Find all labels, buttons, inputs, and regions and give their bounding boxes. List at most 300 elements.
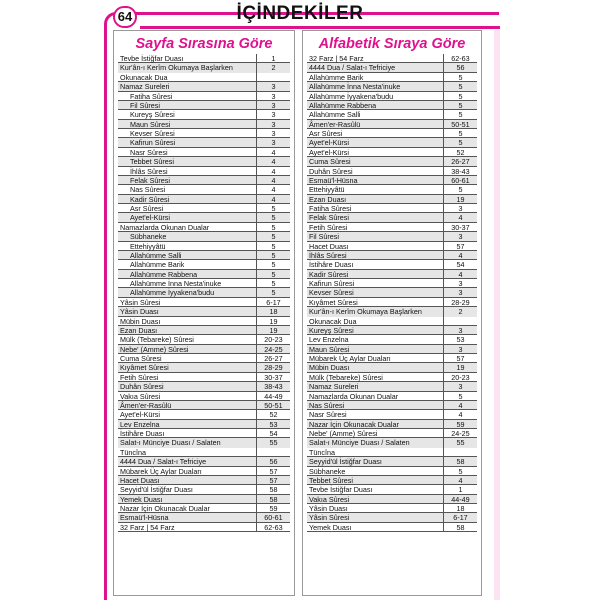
toc-entry-page: 50-51 bbox=[443, 120, 477, 128]
toc-row bbox=[118, 317, 290, 326]
toc-row bbox=[307, 260, 477, 269]
toc-entry-page: 3 bbox=[443, 288, 477, 296]
toc-entry-label: Seyyid'ül İstiğfar Duası bbox=[309, 457, 382, 467]
toc-entry-page: 4 bbox=[256, 195, 290, 203]
toc-entry-label: Yâsin Sûresi bbox=[309, 513, 350, 523]
toc-row bbox=[307, 63, 477, 72]
toc-row bbox=[307, 54, 477, 63]
toc-row bbox=[307, 242, 477, 251]
toc-entry-page: 18 bbox=[256, 307, 290, 315]
toc-entry-label: Vakıa Sûresi bbox=[309, 494, 350, 504]
toc-entry-label: Nas Sûresi bbox=[130, 185, 166, 195]
toc-entry-page: 5 bbox=[443, 92, 477, 100]
toc-entry-page: 3 bbox=[256, 129, 290, 137]
toc-entry-page: 3 bbox=[256, 82, 290, 90]
toc-entry-page: 5 bbox=[443, 467, 477, 475]
toc-row bbox=[307, 204, 477, 213]
toc-row bbox=[307, 73, 477, 82]
toc-entry-label: Duhân Sûresi bbox=[309, 166, 353, 176]
toc-entry-label: İstihâre Duası bbox=[120, 429, 165, 438]
toc-entry-label: Maun Sûresi bbox=[130, 119, 171, 129]
toc-entry-page: 57 bbox=[256, 467, 290, 475]
toc-row bbox=[307, 429, 477, 438]
toc-entry-label: Felak Sûresi bbox=[130, 175, 170, 185]
toc-entry-page: 19 bbox=[443, 363, 477, 371]
toc-row bbox=[307, 467, 477, 476]
toc-row bbox=[307, 345, 477, 354]
page-number: 64 bbox=[113, 6, 137, 28]
page-title: İÇİNDEKİLER bbox=[236, 3, 364, 24]
toc-row bbox=[307, 251, 477, 260]
toc-entry-page: 28-29 bbox=[256, 363, 290, 371]
toc-row bbox=[118, 148, 290, 157]
toc-row bbox=[118, 260, 290, 269]
toc-entry-page: 5 bbox=[256, 204, 290, 212]
toc-entry-label: 32 Farz | 54 Farz bbox=[120, 522, 175, 532]
toc-row bbox=[307, 438, 477, 447]
toc-row bbox=[307, 185, 477, 194]
toc-entry-page: 58 bbox=[256, 485, 290, 493]
toc-entry-label: Hacet Duası bbox=[120, 475, 160, 485]
toc-entry-page: 54 bbox=[443, 260, 477, 268]
toc-entry-page: 59 bbox=[256, 504, 290, 512]
toc-entry-page bbox=[443, 317, 477, 325]
toc-entry-page: 5 bbox=[256, 213, 290, 221]
toc-entry-label: Fetih Sûresi bbox=[309, 222, 348, 232]
toc-entry-label: Ayet'el-Kürsi bbox=[120, 410, 160, 420]
toc-entry-page: 24-25 bbox=[256, 345, 290, 353]
toc-entry-label: Ettehiyyâtü bbox=[309, 185, 345, 195]
toc-row bbox=[118, 138, 290, 147]
toc-row bbox=[307, 317, 477, 326]
toc-row bbox=[118, 204, 290, 213]
toc-entry-label: Fatiha Sûresi bbox=[309, 204, 352, 213]
toc-entry-label: Âmen'er-Rasûlü bbox=[120, 400, 172, 410]
toc-entry-page: 19 bbox=[256, 317, 290, 325]
alphabetical-list bbox=[307, 54, 477, 532]
toc-entry-page: 5 bbox=[256, 288, 290, 296]
toc-entry-label: Mübarek Üç Aylar Duaları bbox=[309, 354, 391, 363]
page-order-panel bbox=[113, 30, 295, 596]
toc-row bbox=[118, 420, 290, 429]
toc-entry-label: Kevser Sûresi bbox=[309, 288, 354, 298]
toc-entry-page: 5 bbox=[443, 138, 477, 146]
toc-entry-label: Nazar İçin Okunacak Dualar bbox=[309, 419, 399, 429]
toc-entry-page: 6-17 bbox=[443, 513, 477, 521]
toc-entry-page: 57 bbox=[443, 354, 477, 362]
toc-entry-page: 4 bbox=[256, 167, 290, 175]
toc-row bbox=[307, 270, 477, 279]
toc-entry-label: Fatiha Sûresi bbox=[130, 91, 173, 101]
toc-entry-page: 5 bbox=[256, 232, 290, 240]
toc-entry-page: 5 bbox=[443, 110, 477, 118]
toc-entry-label: Nasr Sûresi bbox=[130, 147, 168, 157]
toc-row bbox=[118, 213, 290, 222]
toc-entry-label: Yemek Duası bbox=[120, 494, 163, 504]
toc-row bbox=[307, 495, 477, 504]
toc-entry-page: 28-29 bbox=[443, 298, 477, 306]
toc-entry-label: 4444 Dua / Salat-ı Tefriciye bbox=[309, 63, 396, 73]
toc-entry-page bbox=[256, 73, 290, 81]
toc-entry-page: 20-23 bbox=[256, 335, 290, 343]
toc-entry-label: Salat-ı Münciye Duası / Salaten bbox=[309, 438, 410, 448]
toc-entry-page: 19 bbox=[443, 195, 477, 203]
toc-entry-page: 38-43 bbox=[256, 382, 290, 390]
toc-entry-label: Esmaü'l-Hüsna bbox=[120, 513, 169, 523]
toc-entry-page: 3 bbox=[256, 110, 290, 118]
toc-entry-label: Hacet Duası bbox=[309, 241, 349, 251]
toc-entry-page: 56 bbox=[443, 63, 477, 71]
toc-entry-label: Fil Sûresi bbox=[130, 100, 160, 110]
toc-entry-page: 3 bbox=[443, 279, 477, 287]
toc-row bbox=[307, 354, 477, 363]
toc-entry-label: Sübhaneke bbox=[309, 466, 346, 476]
toc-row bbox=[118, 232, 290, 241]
toc-entry-label: Kureyş Sûresi bbox=[130, 110, 175, 120]
toc-row bbox=[307, 129, 477, 138]
toc-entry-page: 5 bbox=[443, 101, 477, 109]
toc-entry-label: Mübin Duası bbox=[309, 363, 350, 373]
toc-row bbox=[118, 429, 290, 438]
toc-entry-page: 52 bbox=[256, 410, 290, 418]
toc-entry-label: İhlâs Sûresi bbox=[309, 250, 347, 260]
toc-row bbox=[118, 298, 290, 307]
toc-row bbox=[118, 195, 290, 204]
toc-entry-page: 5 bbox=[256, 270, 290, 278]
toc-row bbox=[118, 513, 290, 522]
toc-entry-page: 3 bbox=[443, 382, 477, 390]
toc-entry-label: Tevbe İstiğfar Duası bbox=[309, 485, 373, 495]
toc-row bbox=[118, 363, 290, 372]
toc-row bbox=[118, 485, 290, 494]
toc-entry-label: Cuma Sûresi bbox=[120, 354, 162, 363]
toc-row bbox=[307, 392, 477, 401]
toc-entry-page: 60-61 bbox=[443, 176, 477, 184]
toc-entry-page: 26-27 bbox=[256, 354, 290, 362]
alphabetical-panel bbox=[302, 30, 482, 596]
toc-entry-page: 38-43 bbox=[443, 167, 477, 175]
toc-row bbox=[307, 110, 477, 119]
toc-row bbox=[307, 298, 477, 307]
toc-entry-label: Nas Sûresi bbox=[309, 400, 345, 410]
toc-entry-page: 59 bbox=[443, 420, 477, 428]
toc-entry-label: Vakıa Sûresi bbox=[120, 391, 161, 401]
toc-row bbox=[307, 420, 477, 429]
toc-entry-label: Ayet'el-Kürsi bbox=[309, 147, 349, 157]
toc-row bbox=[118, 251, 290, 260]
toc-entry-label: 4444 Dua / Salat-ı Tefriciye bbox=[120, 457, 207, 467]
toc-entry-page: 2 bbox=[443, 307, 477, 316]
toc-row bbox=[118, 438, 290, 447]
toc-entry-page: 62-63 bbox=[443, 54, 477, 62]
toc-entry-page: 4 bbox=[256, 176, 290, 184]
toc-row bbox=[307, 307, 477, 316]
toc-row bbox=[307, 401, 477, 410]
toc-entry-page: 19 bbox=[256, 326, 290, 334]
toc-row bbox=[307, 138, 477, 147]
toc-row bbox=[118, 73, 290, 82]
toc-entry-page: 4 bbox=[443, 476, 477, 484]
toc-entry-label: Seyyid'ül İstiğfar Duası bbox=[120, 485, 193, 495]
toc-entry-page: 56 bbox=[256, 457, 290, 465]
toc-row bbox=[307, 120, 477, 129]
toc-entry-page: 6-17 bbox=[256, 298, 290, 306]
toc-entry-page: 26-27 bbox=[443, 157, 477, 165]
toc-entry-page: 5 bbox=[256, 251, 290, 259]
toc-entry-label: Tevbe İstiğfar Duası bbox=[120, 54, 184, 63]
toc-entry-label: Allahümme Rabbena bbox=[130, 269, 198, 279]
toc-entry-label: Nazar İçin Okunacak Dualar bbox=[120, 504, 210, 513]
toc-entry-page: 3 bbox=[256, 138, 290, 146]
toc-entry-page: 30-37 bbox=[256, 373, 290, 381]
toc-entry-label: Yemek Duası bbox=[309, 522, 352, 532]
toc-entry-page: 52 bbox=[443, 148, 477, 156]
toc-entry-page: 5 bbox=[256, 279, 290, 287]
toc-row bbox=[118, 307, 290, 316]
toc-row bbox=[307, 363, 477, 372]
toc-row bbox=[307, 148, 477, 157]
toc-row bbox=[307, 213, 477, 222]
toc-entry-page: 5 bbox=[256, 223, 290, 231]
toc-entry-page: 4 bbox=[443, 251, 477, 259]
toc-entry-label: Ezan Duası bbox=[120, 325, 158, 335]
toc-entry-label: Okunacak Dua bbox=[309, 316, 357, 326]
toc-row bbox=[118, 110, 290, 119]
toc-entry-page: 55 bbox=[443, 438, 477, 447]
toc-row bbox=[118, 392, 290, 401]
toc-entry-label: Allahümme Salli bbox=[309, 110, 361, 120]
toc-entry-page: 1 bbox=[256, 54, 290, 62]
toc-entry-label: Esmaü'l-Hüsna bbox=[309, 175, 358, 185]
toc-entry-page: 54 bbox=[256, 429, 290, 437]
page-order-heading: Sayfa Sırasına Göre bbox=[135, 36, 273, 52]
toc-entry-label: Fil Sûresi bbox=[309, 232, 339, 242]
toc-row bbox=[118, 335, 290, 344]
toc-entry-page: 4 bbox=[256, 148, 290, 156]
toc-entry-label: Mübin Duası bbox=[120, 316, 161, 326]
toc-row bbox=[307, 485, 477, 494]
toc-entry-label: Cuma Sûresi bbox=[309, 157, 351, 167]
toc-entry-label: Asr Sûresi bbox=[309, 129, 343, 138]
toc-entry-label: Kur'ân-ı Kerîm Okumaya Başlarken bbox=[309, 307, 422, 317]
toc-row bbox=[307, 382, 477, 391]
toc-entry-label: Allahümme İnna Nesta'inuke bbox=[309, 82, 401, 92]
toc-entry-label: Mülk (Tebareke) Sûresi bbox=[309, 372, 383, 382]
toc-row bbox=[118, 326, 290, 335]
toc-row bbox=[118, 467, 290, 476]
toc-row bbox=[307, 157, 477, 166]
toc-row bbox=[118, 185, 290, 194]
toc-entry-page: 5 bbox=[443, 82, 477, 90]
toc-row bbox=[307, 176, 477, 185]
toc-entry-label: Namaz Sureleri bbox=[120, 82, 170, 92]
toc-entry-label: Nebe' (Amme) Sûresi bbox=[309, 429, 378, 438]
toc-entry-label: Fetih Sûresi bbox=[120, 372, 159, 382]
toc-entry-label: Felak Sûresi bbox=[309, 213, 349, 223]
toc-entry-page: 53 bbox=[256, 420, 290, 428]
toc-row bbox=[118, 523, 290, 532]
toc-entry-label: Namazlarda Okunan Dualar bbox=[120, 222, 210, 232]
toc-entry-label: Kadir Sûresi bbox=[130, 194, 170, 204]
toc-entry-page: 5 bbox=[443, 73, 477, 81]
toc-row bbox=[118, 495, 290, 504]
toc-entry-label: Tüncîna bbox=[309, 447, 335, 457]
toc-entry-page: 4 bbox=[443, 410, 477, 418]
toc-entry-label: Sübhaneke bbox=[130, 232, 167, 242]
toc-row bbox=[118, 279, 290, 288]
toc-row bbox=[118, 82, 290, 91]
toc-row bbox=[118, 270, 290, 279]
toc-entry-page: 3 bbox=[256, 92, 290, 100]
toc-row bbox=[118, 101, 290, 110]
toc-row bbox=[118, 448, 290, 457]
toc-row bbox=[118, 457, 290, 466]
toc-entry-page: 30-37 bbox=[443, 223, 477, 231]
toc-entry-label: Kadir Sûresi bbox=[309, 269, 349, 279]
toc-row bbox=[118, 288, 290, 297]
toc-entry-label: Lev Enzelna bbox=[120, 419, 160, 429]
toc-entry-label: Namazlarda Okunan Dualar bbox=[309, 391, 399, 401]
toc-entry-page: 3 bbox=[256, 120, 290, 128]
toc-entry-page: 60-61 bbox=[256, 513, 290, 521]
toc-row bbox=[307, 92, 477, 101]
toc-entry-label: Tebbet Sûresi bbox=[130, 157, 174, 167]
toc-row bbox=[118, 410, 290, 419]
toc-entry-page: 5 bbox=[443, 185, 477, 193]
toc-row bbox=[118, 476, 290, 485]
toc-row bbox=[118, 63, 290, 72]
toc-entry-page bbox=[443, 448, 477, 456]
toc-row bbox=[307, 232, 477, 241]
toc-entry-label: Ayet'el-Kürsi bbox=[130, 213, 170, 223]
toc-entry-label: Allahümme Barik bbox=[309, 72, 364, 82]
toc-entry-label: Tebbet Sûresi bbox=[309, 475, 353, 485]
toc-entry-label: Kafirun Sûresi bbox=[130, 138, 176, 148]
toc-row bbox=[307, 288, 477, 297]
toc-entry-label: Allahümme Salli bbox=[130, 250, 182, 260]
toc-entry-label: Nasr Sûresi bbox=[309, 410, 347, 420]
toc-row bbox=[307, 457, 477, 466]
toc-row bbox=[307, 279, 477, 288]
toc-row bbox=[307, 373, 477, 382]
toc-row bbox=[118, 354, 290, 363]
toc-row bbox=[118, 167, 290, 176]
toc-row bbox=[118, 504, 290, 513]
toc-row bbox=[118, 176, 290, 185]
toc-row bbox=[118, 382, 290, 391]
toc-row bbox=[118, 92, 290, 101]
toc-entry-page: 50-51 bbox=[256, 401, 290, 409]
toc-entry-label: Namaz Sureleri bbox=[309, 382, 359, 392]
toc-entry-label: Allahümme İyyakena'budu bbox=[309, 91, 394, 101]
toc-entry-label: Yâsin Duası bbox=[120, 307, 159, 317]
toc-entry-page: 58 bbox=[256, 495, 290, 503]
toc-entry-label: Tüncîna bbox=[120, 447, 146, 457]
toc-entry-page: 3 bbox=[443, 204, 477, 212]
toc-row bbox=[307, 504, 477, 513]
toc-entry-page: 3 bbox=[443, 232, 477, 240]
toc-entry-page: 4 bbox=[443, 213, 477, 221]
toc-entry-page bbox=[256, 448, 290, 456]
toc-entry-label: Salat-ı Münciye Duası / Salaten bbox=[120, 438, 221, 448]
side-strip bbox=[494, 30, 500, 600]
toc-entry-page: 1 bbox=[443, 485, 477, 493]
toc-row bbox=[118, 373, 290, 382]
toc-entry-page: 58 bbox=[443, 457, 477, 465]
toc-entry-page: 4 bbox=[256, 185, 290, 193]
alphabetical-heading: Alfabetik Sıraya Göre bbox=[318, 36, 466, 52]
toc-row bbox=[118, 129, 290, 138]
toc-row bbox=[307, 513, 477, 522]
toc-entry-label: Yâsin Sûresi bbox=[120, 297, 161, 307]
toc-entry-label: Kevser Sûresi bbox=[130, 129, 175, 138]
toc-entry-page: 58 bbox=[443, 523, 477, 531]
toc-entry-page: 3 bbox=[443, 345, 477, 353]
toc-row bbox=[307, 335, 477, 344]
toc-entry-label: 32 Farz | 54 Farz bbox=[309, 54, 364, 63]
toc-entry-page: 3 bbox=[256, 101, 290, 109]
toc-entry-label: Ayet'el-Kürsi bbox=[309, 138, 349, 148]
toc-entry-label: Mübarek Üç Aylar Duaları bbox=[120, 466, 202, 476]
toc-entry-page: 55 bbox=[256, 438, 290, 447]
toc-row bbox=[118, 242, 290, 251]
toc-entry-label: Kureyş Sûresi bbox=[309, 325, 354, 335]
toc-entry-page: 44-49 bbox=[256, 392, 290, 400]
toc-row bbox=[307, 82, 477, 91]
toc-entry-label: Ettehiyyâtü bbox=[130, 241, 166, 251]
toc-entry-page: 5 bbox=[443, 392, 477, 400]
toc-row bbox=[307, 326, 477, 335]
toc-row bbox=[118, 401, 290, 410]
toc-row bbox=[118, 157, 290, 166]
toc-entry-page: 4 bbox=[443, 270, 477, 278]
toc-entry-label: Allahümme İyyakena'budu bbox=[130, 288, 215, 298]
toc-entry-page: 24-25 bbox=[443, 429, 477, 437]
toc-row bbox=[118, 54, 290, 63]
toc-entry-page: 44-49 bbox=[443, 495, 477, 503]
toc-entry-label: Kur'ân-ı Kerîm Okumaya Başlarken bbox=[120, 63, 233, 73]
toc-entry-page: 57 bbox=[443, 242, 477, 250]
toc-entry-label: İstihâre Duası bbox=[309, 260, 354, 270]
toc-entry-page: 62-63 bbox=[256, 523, 290, 531]
toc-entry-label: Kıyâmet Sûresi bbox=[309, 297, 358, 307]
toc-entry-label: Ezan Duası bbox=[309, 194, 347, 204]
toc-row bbox=[118, 120, 290, 129]
toc-entry-page: 3 bbox=[443, 326, 477, 334]
toc-row bbox=[307, 476, 477, 485]
toc-entry-label: Allahümme İnna Nesta'inuke bbox=[130, 279, 222, 288]
toc-entry-label: Allahümme Rabbena bbox=[309, 100, 377, 110]
toc-entry-label: Lev Enzelna bbox=[309, 335, 349, 345]
toc-entry-page: 20-23 bbox=[443, 373, 477, 381]
toc-entry-label: Allahümme Barik bbox=[130, 260, 185, 270]
toc-row bbox=[307, 448, 477, 457]
toc-row bbox=[307, 101, 477, 110]
toc-entry-label: Duhân Sûresi bbox=[120, 382, 164, 392]
toc-row bbox=[307, 410, 477, 419]
toc-entry-page: 2 bbox=[256, 63, 290, 72]
toc-entry-label: Âmen'er-Rasûlü bbox=[309, 119, 361, 129]
toc-entry-label: Okunacak Dua bbox=[120, 72, 168, 82]
toc-row bbox=[307, 223, 477, 232]
toc-row bbox=[307, 195, 477, 204]
toc-row bbox=[118, 345, 290, 354]
toc-entry-page: 4 bbox=[443, 401, 477, 409]
toc-row bbox=[307, 167, 477, 176]
toc-entry-label: Kafirun Sûresi bbox=[309, 279, 355, 288]
toc-entry-page: 18 bbox=[443, 504, 477, 512]
toc-entry-label: Kıyâmet Sûresi bbox=[120, 363, 169, 373]
